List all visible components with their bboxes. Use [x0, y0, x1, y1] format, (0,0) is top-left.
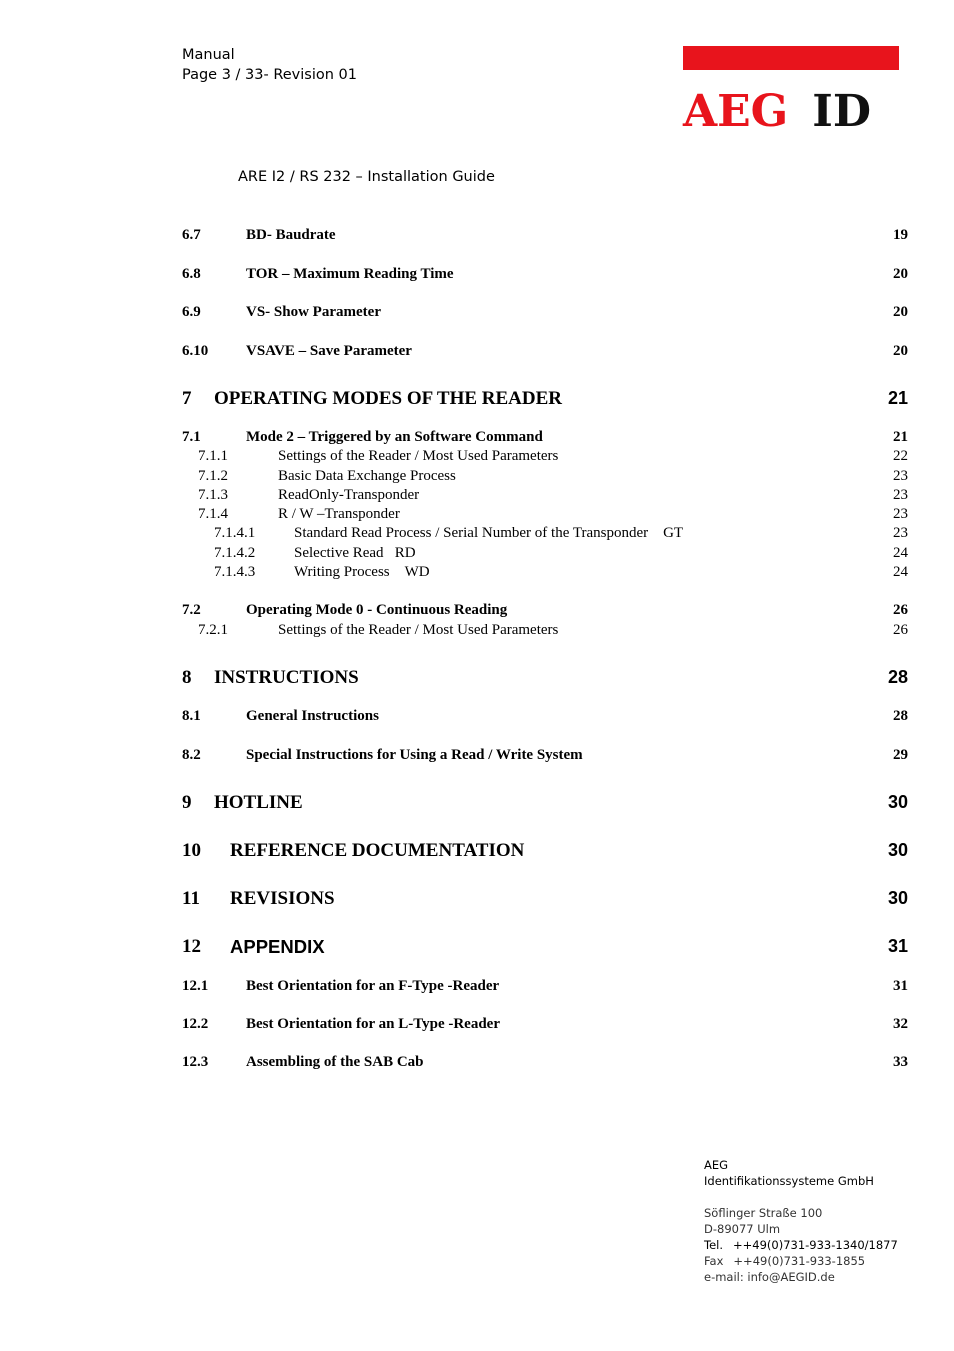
- toc-number: 12.1: [182, 978, 209, 994]
- toc-title: Best Orientation for an L-Type -Reader: [246, 1016, 500, 1032]
- toc-page: 22: [893, 448, 908, 464]
- fax-line: [704, 1253, 898, 1269]
- toc-title: Operating Mode 0 - Continuous Reading: [246, 602, 508, 618]
- toc-title: VS- Show Parameter: [246, 304, 381, 320]
- toc-title: General Instructions: [246, 708, 379, 724]
- toc-page: 32: [893, 1016, 908, 1032]
- toc-entry[interactable]: [182, 708, 908, 728]
- toc-page: 20: [893, 343, 908, 359]
- toc-title: REVISIONS: [230, 888, 335, 909]
- toc-number: 9: [182, 792, 192, 813]
- toc-entry[interactable]: [182, 622, 908, 642]
- toc-number: 7.2.1: [198, 622, 228, 638]
- toc-number: 12.2: [182, 1016, 209, 1032]
- toc-number: 6.10: [182, 343, 209, 359]
- toc-page: 30: [887, 888, 908, 908]
- fax-label: Fax: [704, 1254, 724, 1268]
- page-info: Page 3 / 33- Revision 01: [182, 67, 357, 83]
- toc-chapter[interactable]: [182, 792, 908, 812]
- toc-title: Best Orientation for an F-Type -Reader: [246, 978, 500, 994]
- toc-title: OPERATING MODES OF THE READER: [214, 388, 563, 409]
- toc-page: 23: [893, 487, 908, 503]
- toc-number: 7.1.4.1: [214, 525, 256, 541]
- document-type: Manual: [182, 47, 235, 63]
- toc-number: 10: [182, 840, 201, 861]
- fax-number: ++49(0)731-933-1855: [733, 1254, 866, 1268]
- toc-number: 7.1.3: [198, 487, 228, 503]
- document-title: ARE I2 / RS 232 – Installation Guide: [238, 169, 495, 185]
- toc-page: 23: [893, 506, 908, 522]
- toc-page: 26: [893, 622, 908, 638]
- toc-title: ReadOnly-Transponder: [278, 487, 420, 503]
- toc-page: 20: [893, 304, 908, 320]
- toc-chapter[interactable]: [182, 936, 908, 956]
- toc-number: 12.3: [182, 1054, 209, 1070]
- toc-entry[interactable]: [182, 747, 908, 767]
- document-header: [182, 45, 357, 85]
- toc-title: R / W –Transponder: [278, 506, 400, 522]
- toc-number: 8: [182, 667, 192, 688]
- toc-page: 30: [887, 840, 908, 860]
- toc-title: Assembling of the SAB Cab: [246, 1054, 424, 1070]
- toc-page: 30: [887, 792, 908, 812]
- toc-title: REFERENCE DOCUMENTATION: [230, 840, 525, 861]
- toc-title: APPENDIX: [230, 936, 325, 957]
- toc-entry[interactable]: [182, 266, 908, 286]
- toc-number: 7: [182, 388, 192, 409]
- toc-number: 7.1: [182, 429, 201, 445]
- toc-chapter[interactable]: [182, 388, 908, 408]
- toc-page: 31: [893, 978, 908, 994]
- toc-number: 7.2: [182, 602, 201, 618]
- toc-chapter[interactable]: [182, 840, 908, 860]
- toc-number: 8.2: [182, 747, 201, 763]
- toc-number: 8.1: [182, 708, 201, 724]
- toc-entry[interactable]: [182, 545, 908, 565]
- toc-number: 6.7: [182, 227, 201, 243]
- toc-number: 7.1.4: [198, 506, 228, 522]
- toc-page: 31: [887, 936, 908, 956]
- toc-title: Settings of the Reader / Most Used Parameters: [278, 448, 559, 464]
- phone-number: ++49(0)731-933-1340/1877: [733, 1238, 898, 1252]
- toc-entry[interactable]: [182, 487, 908, 507]
- toc-title: INSTRUCTIONS: [214, 667, 359, 688]
- city-address: D-89077 Ulm: [704, 1222, 781, 1236]
- toc-entry[interactable]: [182, 468, 908, 488]
- toc-title: Writing Process WD: [294, 564, 430, 580]
- toc-entry[interactable]: [182, 1054, 908, 1074]
- toc-page: 21: [887, 388, 908, 408]
- toc-chapter[interactable]: [182, 888, 908, 908]
- toc-number: 6.8: [182, 266, 201, 282]
- toc-title: Settings of the Reader / Most Used Parameters: [278, 622, 559, 638]
- toc-entry[interactable]: [182, 978, 908, 998]
- toc-entry[interactable]: [182, 448, 908, 468]
- toc-title: Standard Read Process / Serial Number of the Transponder GT: [294, 525, 684, 541]
- toc-entry[interactable]: [182, 506, 908, 526]
- toc-number: 7.1.4.3: [214, 564, 256, 580]
- toc-entry[interactable]: [182, 1016, 908, 1036]
- email-line[interactable]: e-mail: info@AEGID.de: [704, 1270, 835, 1284]
- toc-entry[interactable]: [182, 304, 908, 324]
- company-address: [704, 1157, 898, 1285]
- toc-page: 24: [893, 564, 908, 580]
- toc-entry[interactable]: [182, 343, 908, 363]
- toc-title: VSAVE – Save Parameter: [246, 343, 412, 359]
- toc-entry[interactable]: [182, 227, 908, 247]
- toc-entry[interactable]: [182, 602, 908, 622]
- company-name: AEG: [704, 1158, 729, 1172]
- toc-number: 7.1.1: [198, 448, 228, 464]
- toc-number: 12: [182, 936, 201, 957]
- toc-title: Basic Data Exchange Process: [278, 468, 456, 484]
- toc-page: 29: [893, 747, 908, 763]
- toc-title: BD- Baudrate: [246, 227, 336, 243]
- logo-red-bar: [683, 46, 899, 70]
- toc-number: 7.1.4.2: [214, 545, 256, 561]
- toc-entry[interactable]: [182, 564, 908, 584]
- toc-chapter[interactable]: [182, 667, 908, 687]
- phone-line: [704, 1237, 898, 1253]
- toc-page: 26: [893, 602, 908, 618]
- toc-page: 28: [887, 667, 908, 687]
- toc-page: 20: [893, 266, 908, 282]
- toc-page: 33: [893, 1054, 908, 1070]
- toc-page: 24: [893, 545, 908, 561]
- street-address: Söflinger Straße 100: [704, 1206, 823, 1220]
- toc-page: 23: [893, 525, 908, 541]
- toc-title: Selective Read RD: [294, 545, 416, 561]
- phone-label: Tel.: [704, 1238, 723, 1252]
- toc-entry[interactable]: [182, 429, 908, 449]
- toc-title: HOTLINE: [214, 792, 303, 813]
- toc-page: 19: [893, 227, 908, 243]
- toc-number: 6.9: [182, 304, 201, 320]
- company-name-full: Identifikationssysteme GmbH: [704, 1174, 874, 1188]
- toc-entry[interactable]: [182, 525, 908, 545]
- toc-page: 21: [893, 429, 908, 445]
- toc-page: 23: [893, 468, 908, 484]
- aeg-id-logo: AEG ID: [683, 86, 872, 137]
- toc-title: Special Instructions for Using a Read / Write System: [246, 747, 583, 763]
- toc-title: Mode 2 – Triggered by an Software Command: [246, 429, 543, 445]
- toc-number: 11: [182, 888, 200, 909]
- toc-number: 7.1.2: [198, 468, 228, 484]
- toc-page: 28: [893, 708, 908, 724]
- toc-title: TOR – Maximum Reading Time: [246, 266, 454, 282]
